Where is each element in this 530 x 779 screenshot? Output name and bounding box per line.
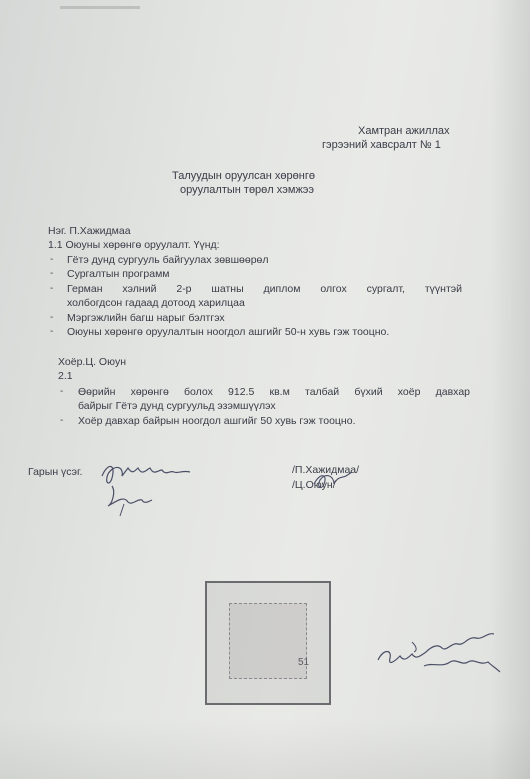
scan-edge-mark [60,6,140,9]
bullet-icon: - [50,283,54,294]
bullet-icon: - [50,254,54,265]
section1-item: Мэргэжлийн багш нарыг бэлтгэх [67,312,225,324]
section2-item: Хоёр давхар байрын ноогдол ашгийг 50 хувь гэж тооцно. [78,415,356,427]
section2-item: Өөрийн хөрөнгө болох 912.5 кв.м талбай бүхий хоёр давхар [78,386,470,398]
bullet-icon: - [50,268,54,279]
bullet-icon: - [50,326,54,337]
scan-shadow-right [490,0,530,779]
signature-label: Гарын үсэг. [28,466,83,478]
section2-heading: 2.1 [58,370,73,382]
bullet-icon: - [60,386,64,397]
stamp-number: 51 [298,657,310,668]
bullet-icon: - [50,312,54,323]
appendix-label-line2: гэрээний хавсралт № 1 [322,139,441,151]
handwritten-note [372,622,502,682]
document-title-line2: оруулалтын төрөл хэмжээ [180,184,315,196]
section2-party: Хоёр.Ц. Оюун [58,356,127,368]
section1-heading: 1.1 Оюуны хөрөнгө оруулалт. Үүнд: [48,239,220,251]
section1-item: Гётэ дунд сургууль байгуулах зөвшөөрөл [67,254,269,266]
handwritten-initials [312,470,358,492]
bullet-icon: - [60,415,64,426]
stamp-inner-frame [229,603,310,679]
section1-item: Сургалтын программ [67,268,170,280]
handwritten-signature-1 [98,456,198,516]
section2-item-continuation: байрыг Гётэ дунд сургуульд эзэмшүүлэх [78,400,276,412]
signatory-name-2: /Ц.Оюун/ [292,479,336,491]
section1-item: Герман хэлний 2-р шатны диплом олгох сургалт, түүнтэй [67,283,462,295]
section1-party: Нэг. П.Хажидмаа [48,225,131,237]
document-title-line1: Талуудын оруулсан хөрөнгө [172,170,315,182]
signatory-name-1: /П.Хажидмаа/ [292,464,360,476]
official-stamp [205,581,331,705]
section1-item: Оюуны хөрөнгө оруулалтын ноогдол ашгийг 50-н хувь гэж тооцно. [67,326,390,338]
section1-item-continuation: холбогдсон гадаад дотоод харилцаа [67,297,245,309]
appendix-label-line1: Хамтран ажиллах [358,125,450,137]
scan-shadow-bottom [0,719,530,779]
